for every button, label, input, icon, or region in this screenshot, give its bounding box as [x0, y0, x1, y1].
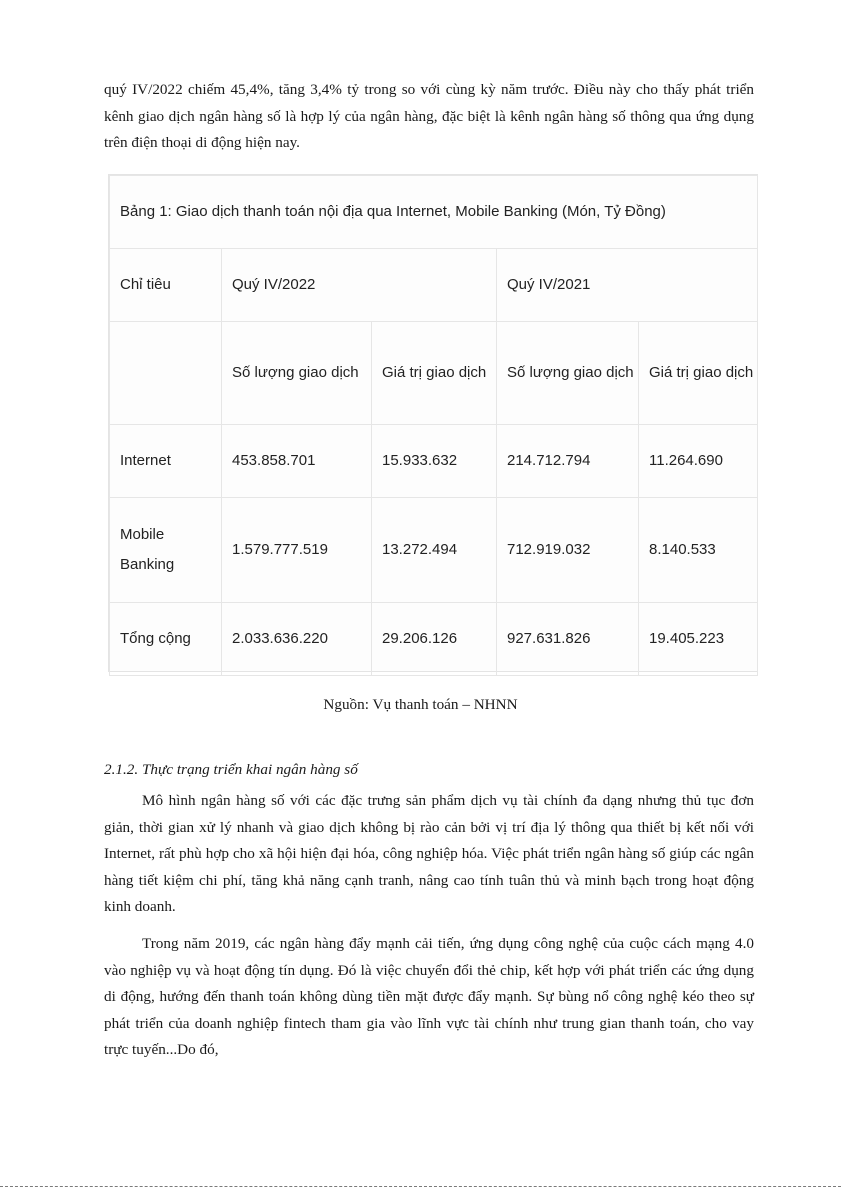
table-caption-row [110, 176, 758, 249]
value-2022-header: Giá trị giao dịch [372, 322, 497, 425]
volume-2021-cell: 214.712.794 [497, 425, 639, 498]
row-label: Mobile Banking [110, 498, 222, 603]
indicator-header: Chỉ tiêu [110, 249, 222, 322]
table-row [110, 603, 758, 676]
table-row [110, 425, 758, 498]
transactions-table [108, 174, 758, 672]
row-label: Internet [110, 425, 222, 498]
empty-cell [110, 322, 222, 425]
table-subheader-row [110, 322, 758, 425]
paragraph-2019: Trong năm 2019, các ngân hàng đẩy mạnh cải tiến, ứng dụng công nghệ của cuộc cách mạng 4.0 vào nghiệp vụ và hoạt động tín dụng. Đó là việc chuyển đổi thẻ chip, kết hợp với phát triển các ứng dụng di động, hướng đến thanh toán không dùng tiền mặt được đẩy mạnh. Sự bùng nổ công nghệ kéo theo sự phát triển của doanh nghiệp fintech tham gia vào lĩnh vực tài chính như trung gian thanh toán, cho vay trực tuyến...Do đó, [104, 935, 754, 1059]
value-2022-cell: 13.272.494 [372, 498, 497, 603]
volume-2021-cell: 712.919.032 [497, 498, 639, 603]
value-2022-cell: 15.933.632 [372, 425, 497, 498]
period-2021-header: Quý IV/2021 [497, 249, 758, 322]
volume-2022-cell: 2.033.636.220 [222, 603, 372, 676]
volume-2022-cell: 453.858.701 [222, 425, 372, 498]
transactions-grid [109, 175, 758, 676]
value-2021-cell: 19.405.223 [639, 603, 758, 676]
page-bottom-border [0, 1186, 841, 1187]
table-caption: Bảng 1: Giao dịch thanh toán nội địa qua Internet, Mobile Banking (Món, Tỷ Đồng) [110, 176, 758, 249]
table-header-row [110, 249, 758, 322]
volume-2021-cell: 927.631.826 [497, 603, 639, 676]
value-2021-header: Giá trị giao dịch [639, 322, 758, 425]
section-heading: 2.1.2. Thực trạng triển khai ngân hàng số [104, 761, 358, 778]
paragraph-digital-banking-model: Mô hình ngân hàng số với các đặc trưng sản phẩm dịch vụ tài chính đa dạng nhưng thủ tục đơn giản, thời gian xử lý nhanh và giao dịch không bị rào cản bởi vị trí địa lý thông qua thiết bị kết nối với Internet, rất phù hợp cho xã hội hiện đại hóa, công nghiệp hóa. Việc phát triển ngân hàng số giúp các ngân hàng tiết kiệm chi phí, tăng khả năng cạnh tranh, nâng cao tính tuân thủ và minh bạch trong hoạt động kinh doanh. [104, 792, 754, 916]
period-2022-header: Quý IV/2022 [222, 249, 497, 322]
value-2022-cell: 29.206.126 [372, 603, 497, 676]
table-row [110, 498, 758, 603]
volume-2021-header: Số lượng giao dịch [497, 322, 639, 425]
value-2021-cell: 11.264.690 [639, 425, 758, 498]
volume-2022-cell: 1.579.777.519 [222, 498, 372, 603]
volume-2022-header: Số lượng giao dịch [222, 322, 372, 425]
table-source: Nguồn: Vụ thanh toán – NHNN [323, 696, 518, 713]
value-2021-cell: 8.140.533 [639, 498, 758, 603]
intro-paragraph: quý IV/2022 chiếm 45,4%, tăng 3,4% tỷ trong so với cùng kỳ năm trước. Điều này cho thấy phát triển kênh giao dịch ngân hàng số là hợp lý của ngân hàng, đặc biệt là kênh ngân hàng số thông qua ứng dụng trên điện thoại di động hiện nay. [104, 81, 754, 152]
row-label: Tổng cộng [110, 603, 222, 676]
